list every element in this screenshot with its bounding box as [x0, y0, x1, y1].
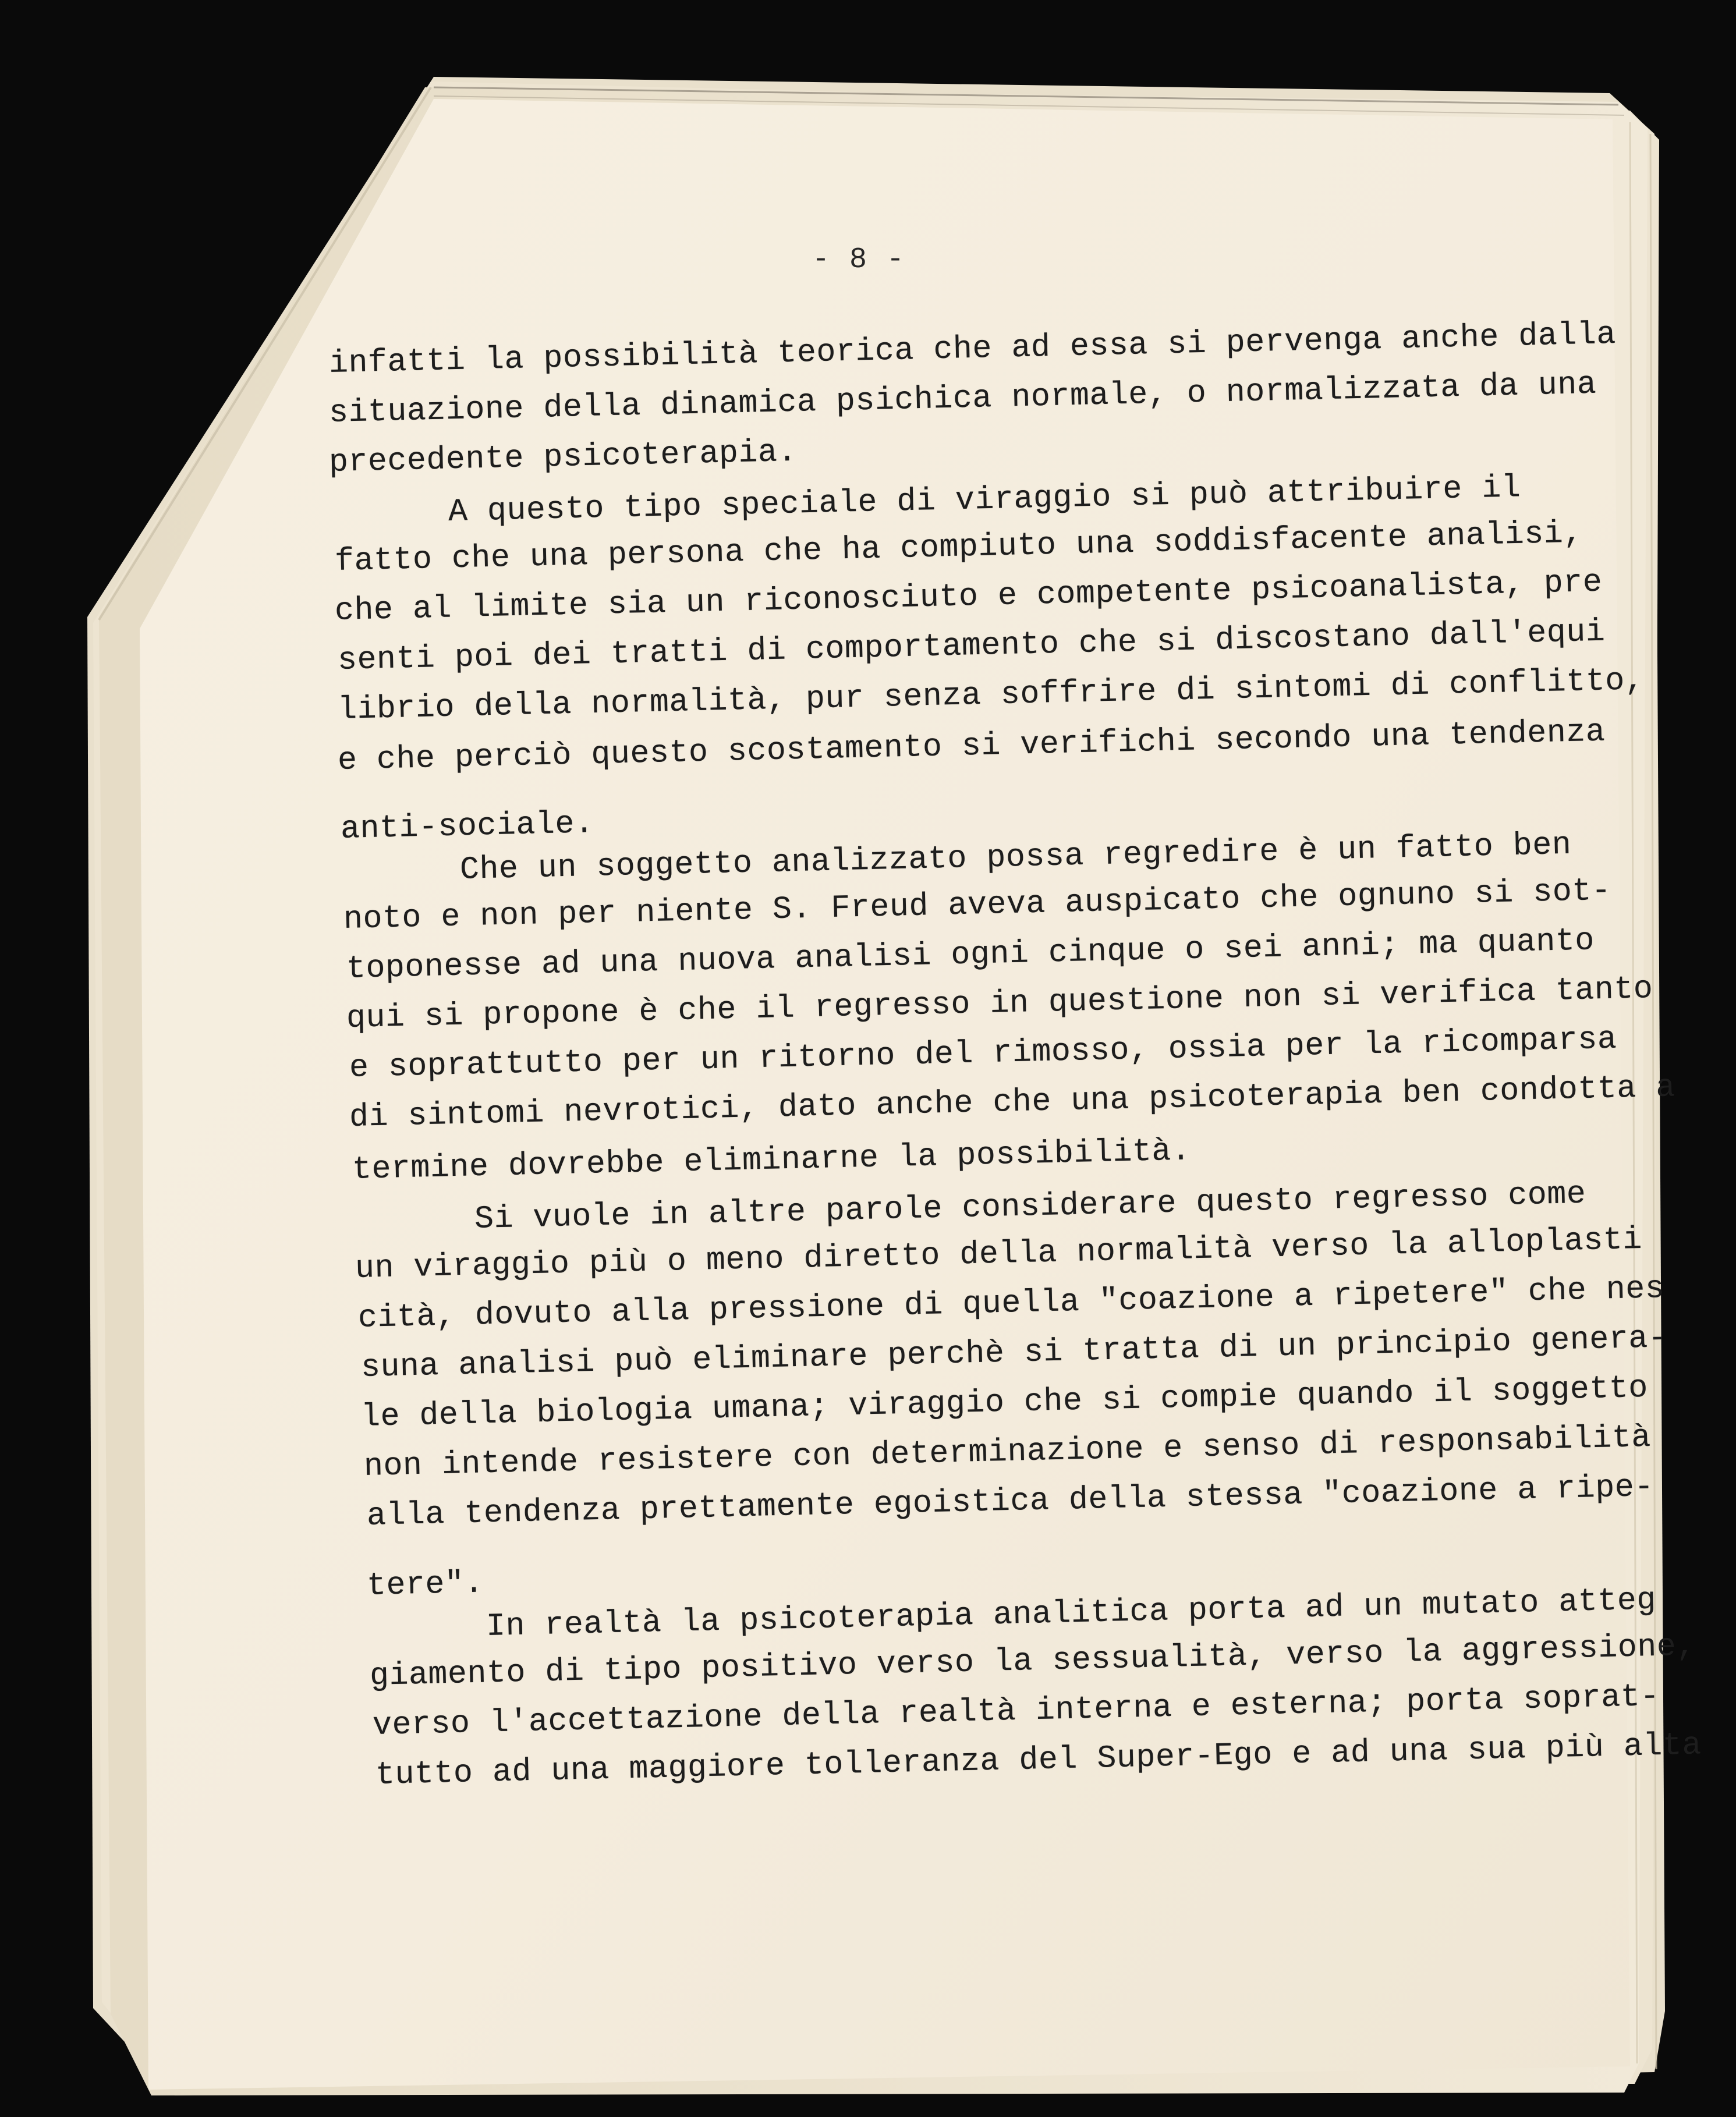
text-line-4: A questo tipo speciale di viraggio si può attribuire il: [448, 469, 1522, 530]
text-line-9: e che perciò questo scostamento si verifichi secondo una tendenza: [337, 713, 1606, 779]
text-line-18: Si vuole in altre parole considerare questo regresso come: [474, 1175, 1587, 1237]
text-line-23: non intende resistere con determinazione e senso di responsabilità: [363, 1419, 1652, 1485]
text-line-21: suna analisi può eliminare perchè si tratta di un principio genera-: [360, 1320, 1668, 1386]
text-line-16: di sintomi nevrotici, dato anche che una psicoterapia ben condotta a: [349, 1069, 1676, 1136]
text-line-19: un viraggio più o meno diretto della normalità verso la alloplasti: [355, 1221, 1643, 1287]
text-line-29: tutto ad una maggiore tolleranza del Super-Ego e ad una sua più alta: [375, 1726, 1702, 1793]
text-line-11: Che un soggetto analizzato possa regredire è un fatto ben: [459, 826, 1572, 888]
text-line-6: che al limite sia un riconosciuto e competente psicoanalista, pre: [334, 563, 1603, 629]
text-line-15: e soprattutto per un ritorno del rimosso, ossia per la ricomparsa: [349, 1020, 1618, 1086]
text-line-13: toponesse ad una nuova analisi ogni cinque o sei anni; ma quanto: [346, 922, 1595, 987]
page-number: - 8 -: [812, 243, 906, 276]
text-line-1: infatti la possibilità teorica che ad essa si pervenga anche dalla: [328, 315, 1617, 382]
text-line-26: In realtà la psicoterapia analitica porta ad un mutato atteg: [486, 1581, 1657, 1645]
text-line-20: cità, dovuto alla pressione di quella "coazione a ripetere" che nes: [357, 1270, 1666, 1336]
text-line-7: senti poi dei tratti di comportamento che si discostano dall'equi: [337, 613, 1606, 679]
text-line-2: situazione della dinamica psichica normale, o normalizzata da una: [328, 366, 1597, 431]
text-line-25: tere".: [366, 1565, 484, 1604]
text-line-14: qui si propone è che il regresso in questione non si verifica tanto: [346, 970, 1654, 1037]
text-line-10: anti-sociale.: [340, 805, 595, 847]
text-line-5: fatto che una persona che ha compiuto una soddisfacente analisi,: [334, 515, 1583, 580]
text-line-27: giamento di tipo positivo verso la sessualità, verso la aggressione,: [369, 1627, 1696, 1694]
text-line-17: termine dovrebbe eliminarne la possibilità.: [352, 1132, 1192, 1188]
text-line-3: precedente psicoterapia.: [328, 433, 798, 481]
text-line-12: noto e non per niente S. Freud aveva auspicato che ognuno si sot-: [343, 872, 1612, 938]
text-line-8: librio della normalità, pur senza soffrire di sintomi di conflitto,: [337, 662, 1645, 728]
text-line-28: verso l'accettazione della realtà interna e esterna; porta soprat-: [372, 1678, 1660, 1744]
text-line-22: le della biologia umana; viraggio che si compie quando il soggetto: [360, 1369, 1649, 1435]
text-line-24: alla tendenza prettamente egoistica della stessa "coazione a ripe-: [366, 1468, 1654, 1534]
